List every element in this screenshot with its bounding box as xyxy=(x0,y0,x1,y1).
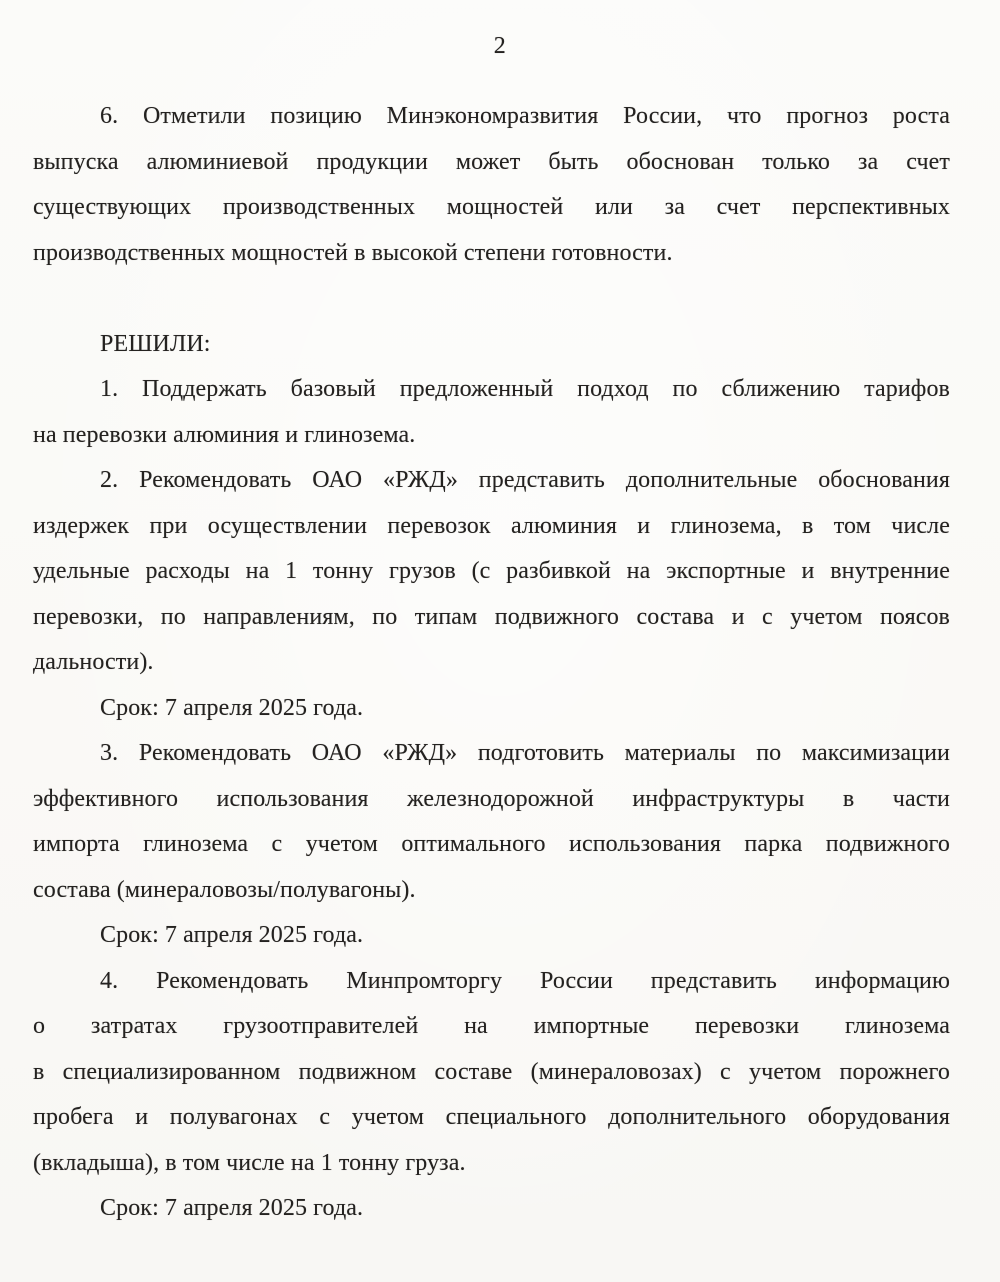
document-body xyxy=(0,94,1000,1232)
deadline-1: Срок: 7 апреля 2025 года. xyxy=(100,694,364,721)
decision-item-3-line: импорта глинозема с учетом оптимального использования парка подвижного xyxy=(33,831,950,857)
decision-item-2-line: дальности). xyxy=(33,649,154,675)
resolved-heading: РЕШИЛИ: xyxy=(100,330,211,357)
decision-item-3-line: эффективного использования железнодорожной инфраструктуры в части xyxy=(33,785,950,812)
decision-item-2-line: удельные расходы на 1 тонну грузов (с разбивкой на экспортные и внутренние xyxy=(33,558,950,584)
decision-item-2-line: 2. Рекомендовать ОАО «РЖД» представить дополнительные обоснования xyxy=(100,467,950,493)
paragraph-6 xyxy=(33,94,950,276)
page-number: 2 xyxy=(493,33,507,59)
decision-item-4 xyxy=(33,959,950,1187)
decision-item-4-line: пробега и полувагонах с учетом специального дополнительного оборудования xyxy=(33,1104,950,1130)
decision-item-2 xyxy=(33,458,950,686)
blank-line xyxy=(33,276,950,322)
decision-item-2-line: перевозки, по направлениям, по типам подвижного состава и с учетом поясов xyxy=(33,603,950,630)
decision-item-1-line: 1. Поддержать базовый предложенный подход по сближению тарифов xyxy=(100,376,950,402)
decision-item-1 xyxy=(33,367,950,458)
decision-item-3-line: состава (минераловозы/полувагоны). xyxy=(33,876,416,903)
paragraph-6-line: существующих производственных мощностей или за счет перспективных xyxy=(33,194,950,220)
decision-item-4-line: (вкладыша), в том числе на 1 тонну груза. xyxy=(33,1149,466,1176)
paragraph-6-line: 6. Отметили позицию Минэкономразвития России, что прогноз роста xyxy=(100,103,950,129)
decision-item-4-line: 4. Рекомендовать Минпромторгу России представить информацию xyxy=(100,967,950,994)
decision-item-2-line: издержек при осуществлении перевозок алюминия и глинозема, в том числе xyxy=(33,512,950,539)
decision-item-1-line: на перевозки алюминия и глинозема. xyxy=(33,421,416,448)
deadline-2: Срок: 7 апреля 2025 года. xyxy=(100,922,364,948)
decision-item-4-line: о затратах грузоотправителей на импортные перевозки глинозема xyxy=(33,1013,950,1039)
decision-item-4-line: в специализированном подвижном составе (минераловозах) с учетом порожнего xyxy=(33,1058,950,1085)
deadline-3: Срок: 7 апреля 2025 года. xyxy=(100,1195,364,1221)
decision-item-3-line: 3. Рекомендовать ОАО «РЖД» подготовить материалы по максимизации xyxy=(100,740,950,766)
paragraph-6-line: выпуска алюминиевой продукции может быть обоснован только за счет xyxy=(33,148,950,175)
paragraph-6-line: производственных мощностей в высокой степени готовности. xyxy=(33,239,673,266)
decision-item-3 xyxy=(33,731,950,913)
